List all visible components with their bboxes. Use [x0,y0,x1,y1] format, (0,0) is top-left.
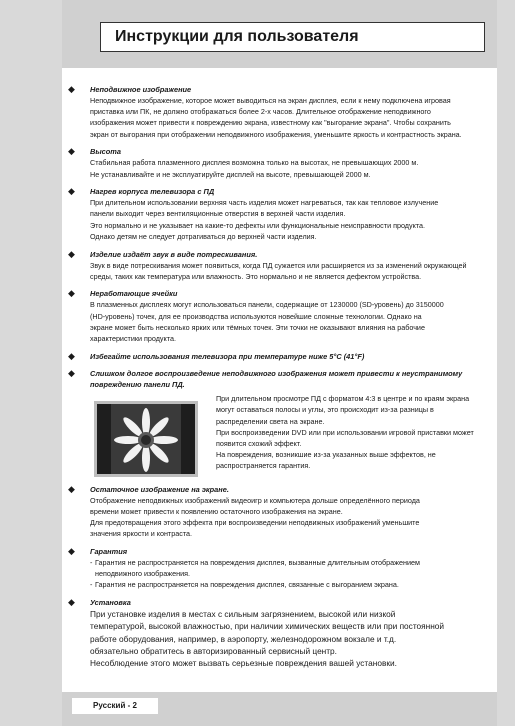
page-number: Русский - 2 [72,698,158,714]
section-body: Неподвижное изображение, которое может выводиться на экран дисплея, если к нему подключена игровая приставка или ПК, не должно отображаться более 2-х часов. Длительное отображение неподвижного изображения может привести к повреждению экрана, известному как "выгорание экрана". Чтобы сохранить экран от выгорания при отображении неподвижного изображения, уменьшите яркость и контрастность экрана. [90,96,462,139]
diamond-bullet-icon: ◆ [68,146,75,157]
section-installation [66,597,486,669]
section-title: Неподвижное изображение [90,85,192,94]
section-burn-in [66,368,486,477]
diamond-bullet-icon: ◆ [68,288,75,299]
section-title: Нагрев корпуса телевизора с ПД [90,187,215,197]
diamond-bullet-icon: ◆ [68,350,75,361]
section-body: В плазменных дисплеях могут использоваться панели, содержащие от 1230000 (SD-уровень) до 3150000 (HD-уровень) точек, для ее производства используются новейшие сложные технологии. Однако на экране может быть несколько ярких или тёмных точек. Эти точки не оказывают влияния на рабочие характеристики продукта. [90,300,444,344]
page-title: Инструкции для пользователя [100,22,485,52]
left-margin-band [0,0,62,726]
burn-in-row [90,393,486,477]
section-body: При длительном просмотре ПД с форматом 4:3 в центре и по краям экрана могут оставаться полосы и углы, это происходит из-за разницы в распределении света на экране. При воспроизведении DVD или при использовании игровой приставки может появится схожий эффект. На повреждения, возникшие из-за указанных выше эффектов, не распространяется гарантия. [216,394,474,471]
section-dead-pixels [66,288,486,344]
section-title: Неработающие ячейки [90,289,178,299]
section-title: Установка [90,598,131,608]
section-body: Звук в виде потрескивания может появиться, когда ПД сужается или расширяется из за изменений окружающей среды, таких как температура или влажность. Это нормально и не является дефектом устройства. [90,260,467,281]
section-title: Гарантия [90,547,128,557]
section-warranty [66,546,486,591]
section-body: Стабильная работа плазменного дисплея возможна только на высотах, не превышающих 2000 м. Не устанавливайте и не эксплуатируйте дисплей на высоте, превышающей 2000 м. [90,158,419,179]
section-title: Избегайте использования телевизора при температуре ниже 5°C (41°F) [90,351,365,361]
diamond-bullet-icon: ◆ [68,546,75,557]
diamond-bullet-icon: ◆ [68,483,75,494]
section-afterimage [66,484,486,540]
section-title: Изделие издаёт звук в виде потрескивания. [90,249,258,259]
diamond-bullet-icon: ◆ [68,186,75,197]
content [66,84,486,676]
section-body: При длительном использовании верхняя часть изделия может нагреваться, так как тепловое излучение панели выходит через вентиляционные отверстия в верхней части изделия. Это нормально и не указывает на какие-то дефекты или функциональные неисправности продукта. Однако детям не следует дотрагиваться до верхней части изделия. [90,198,439,241]
section-body: - Гарантия не распространяется на повреждения дисплея, вызванные длительным отображением неподвижного изображения. - Гарантия не распространяется на повреждения дисплея, связанные с выгоранием экрана. [90,558,420,590]
diamond-bullet-icon: ◆ [68,84,75,94]
section-still-image [66,84,486,140]
diamond-bullet-icon: ◆ [68,368,75,379]
section-title: Остаточное изображение на экране. [90,484,229,494]
section-title: Слишком долгое воспроизведение неподвижного изображения может привести к неустранимому повреждению панели ПД. [90,369,463,390]
section-crackling [66,249,486,282]
tv-screen-image [94,401,198,477]
diamond-bullet-icon: ◆ [68,248,75,259]
section-title: Высота [90,147,121,157]
section-altitude [66,146,486,179]
section-temperature [66,351,486,362]
section-body: При установке изделия в местах с сильным загрязнением, высокой или низкой температурой, высокой влажностью, при наличии химических веществ или при постоянной работе оборудования, например, в аэропорту, железнодорожном вокзале и т.д. обязательно обратитесь в авторизированный сервисный центр. Несоблюдение этого может вызвать серьезные повреждения вашей установки. [90,609,445,669]
section-body: Отображение неподвижных изображений видеоигр и компьютера дольше определённого периода времени может привести к появлению остаточного изображения на экране. Для предотвращения этого эффекта при воспроизведении неподвижных изображений уменьшите значения яркости и контраста. [90,495,420,539]
diamond-bullet-icon: ◆ [68,597,75,608]
right-margin-band [497,0,515,726]
section-heating [66,186,486,242]
